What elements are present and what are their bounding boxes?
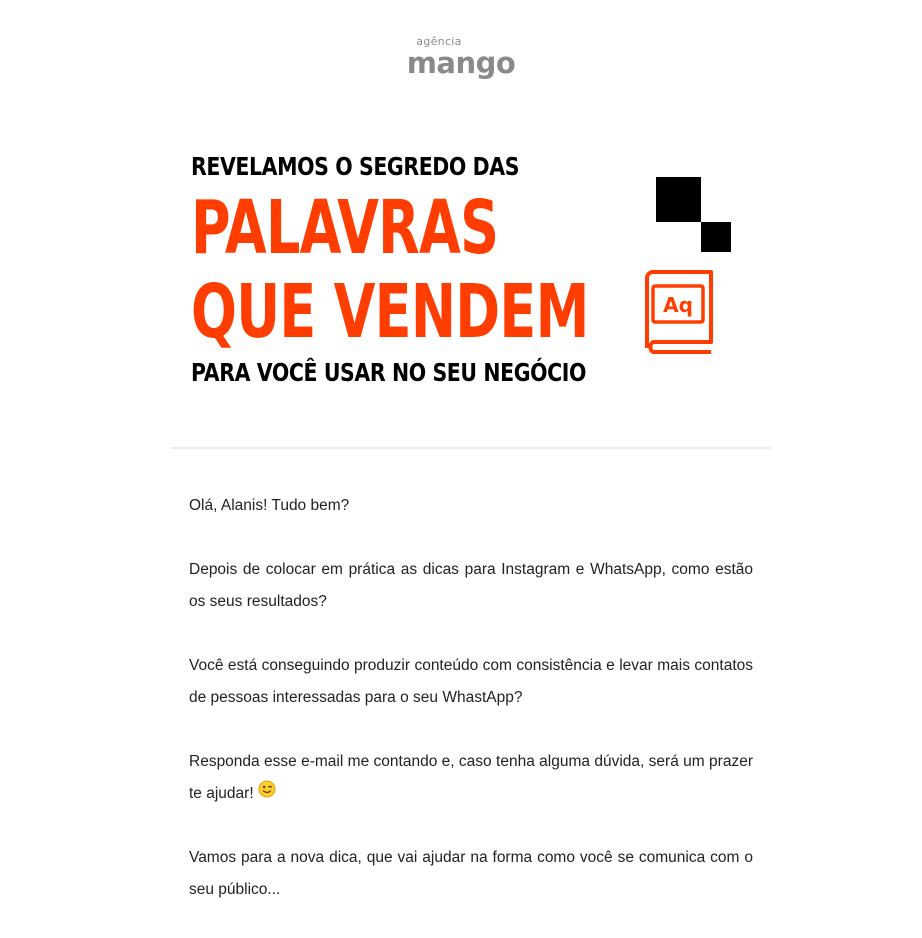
paragraph-2: Você está conseguindo produzir conteúdo com consistência e levar mais contatos de pessoas interessadas para o seu WhastApp? [189,657,753,706]
email-body [189,490,753,938]
agencia-mango-logo [0,36,922,78]
paragraph-4: Vamos para a nova dica, que vai ajudar na forma como você se comunica com o seu público... [189,849,753,899]
decor-square-small [701,222,731,252]
paragraph-1: Depois de colocar em prática as dicas para Instagram e WhatsApp, como estão os seus resultados? [189,561,753,610]
hero-line-3: QUE VENDEM [191,269,589,355]
book-icon-text: Aq [663,293,693,317]
logo-small-text: agência [416,35,462,48]
paragraph-3-text: Responda esse e-mail me contando e, caso tenha alguma dúvida, será um prazer te ajudar! [189,753,753,803]
hero-line-4: PARA VOCÊ USAR NO SEU NEGÓCIO [191,358,587,387]
divider [171,447,771,449]
logo-big-text: mango [406,46,516,80]
greeting: Olá, Alanis! Tudo bem? [189,497,350,514]
dictionary-book-icon [643,270,715,361]
hero-line-2: PALAVRAS [191,185,499,271]
paragraph-3 [189,746,753,810]
decor-square-large [656,177,701,222]
winking-face-icon [258,778,276,810]
hero-line-1: REVELAMOS O SEGREDO DAS [191,152,520,181]
